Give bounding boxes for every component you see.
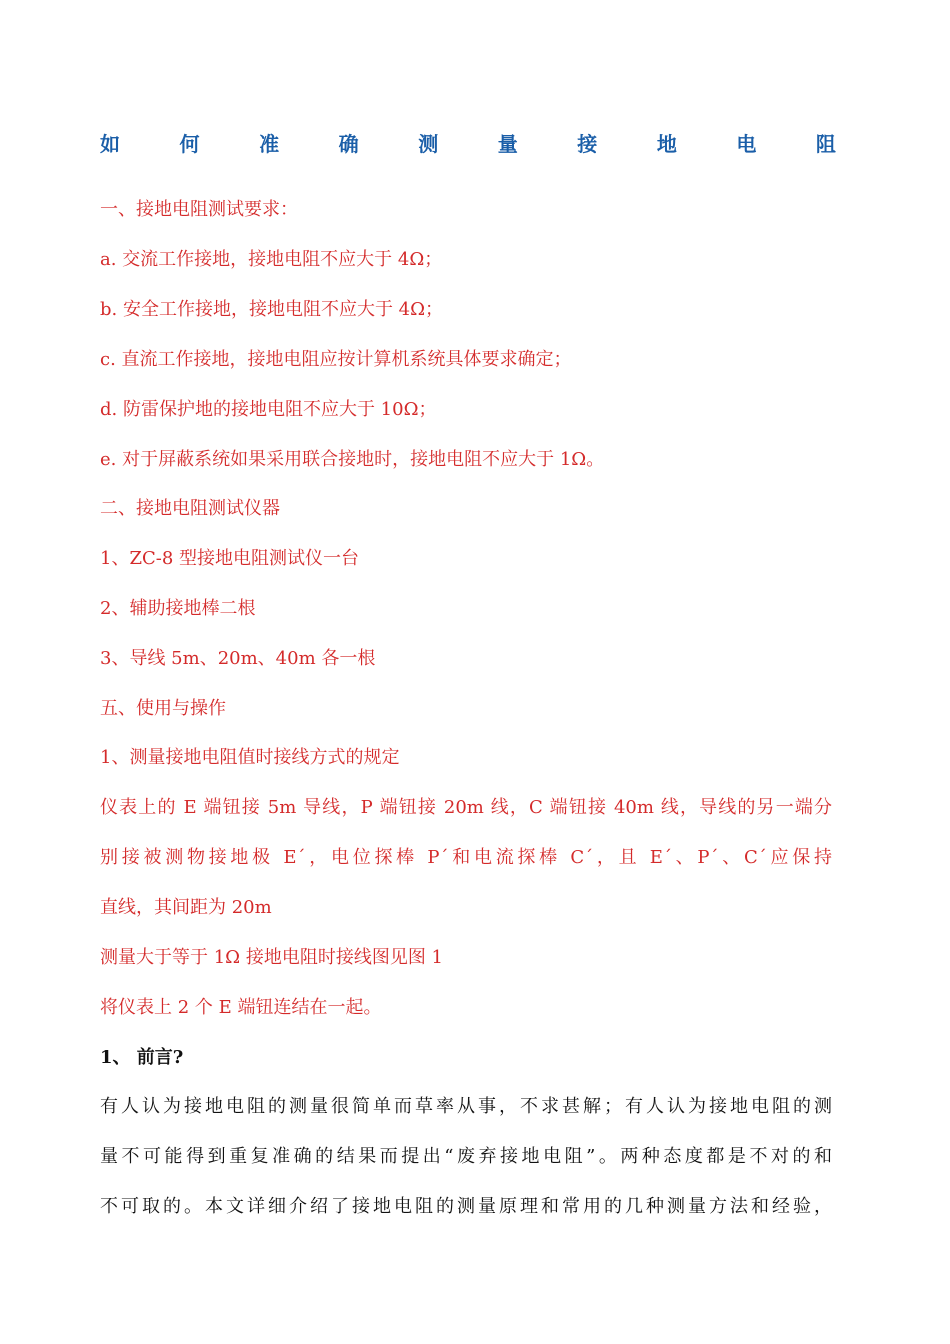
title-char: 量 [497, 132, 518, 156]
title-char: 何 [179, 132, 200, 156]
title-char: 接 [577, 132, 598, 156]
section-heading: 一、接地电阻测试要求： [100, 199, 298, 220]
requirement-item: b. 安全工作接地，接地电阻不应大于 4Ω； [100, 299, 444, 320]
paragraph-line: 不可取的。本文详细介绍了接地电阻的测量原理和常用的几种测量方法和经验， [100, 1196, 832, 1217]
document-title [100, 128, 836, 157]
title-char: 确 [338, 132, 359, 156]
section-heading: 二、接地电阻测试仪器 [100, 498, 280, 519]
instrument-item: 2、辅助接地棒二根 [100, 598, 256, 619]
paragraph-line: 别接被测物接地极 E´，电位探棒 P´和电流探棒 C´，且 E´、P´、C´应保持 [100, 847, 832, 868]
section-heading: 五、使用与操作 [100, 698, 226, 719]
instrument-item: 1、ZC-8 型接地电阻测试仪一台 [100, 548, 359, 569]
note-line: 将仪表上 2 个 E 端钮连结在一起。 [100, 997, 382, 1018]
preface-heading: 1、 前言? [100, 1047, 184, 1068]
note-line: 测量大于等于 1Ω 接地电阻时接线图见图 1 [100, 947, 443, 968]
paragraph-line: 仪表上的 E 端钮接 5m 导线，P 端钮接 20m 线，C 端钮接 40m 线，导线的另一端分 [100, 797, 832, 818]
title-char: 电 [736, 132, 757, 156]
title-char: 地 [656, 132, 677, 156]
paragraph-line: 有人认为接地电阻的测量很简单而草率从事，不求甚解；有人认为接地电阻的测 [100, 1096, 832, 1117]
requirement-item: c. 直流工作接地，接地电阻应按计算机系统具体要求确定； [100, 349, 572, 370]
requirement-item: d. 防雷保护地的接地电阻不应大于 10Ω； [100, 399, 437, 420]
title-char: 如 [100, 132, 120, 156]
paragraph-line: 直线，其间距为 20m [100, 897, 272, 918]
instrument-item: 3、导线 5m、20m、40m 各一根 [100, 648, 376, 669]
title-char: 阻 [815, 132, 836, 156]
requirement-item: e. 对于屏蔽系统如果采用联合接地时，接地电阻不应大于 1Ω。 [100, 449, 605, 470]
title-char: 测 [418, 132, 439, 156]
title-char: 准 [259, 132, 280, 156]
subsection-heading: 1、测量接地电阻值时接线方式的规定 [100, 747, 400, 768]
paragraph-line: 量不可能得到重复准确的结果而提出“废弃接地电阻”。两种态度都是不对的和 [100, 1146, 832, 1167]
requirement-item: a. 交流工作接地，接地电阻不应大于 4Ω； [100, 249, 443, 270]
